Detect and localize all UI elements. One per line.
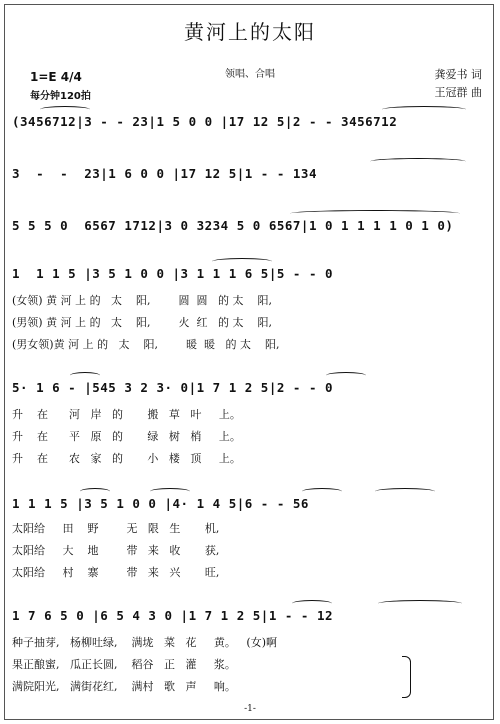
credits <box>435 66 483 102</box>
music-line-7 <box>12 608 482 630</box>
notes: 5· 1 6 - |545 3 2 3· 0|1 7 1 2 5|2 - - 0 <box>12 380 334 395</box>
slur <box>290 210 460 217</box>
slur <box>302 488 342 495</box>
tempo-marking: 每分钟120拍 <box>30 91 91 102</box>
lyricist: 龚爱书 词 <box>434 68 482 81</box>
key-signature: 1=E 4/4 <box>30 70 82 84</box>
notes: (3456712|3 - - 23|1 5 0 0 |17 12 5|2 - - 3456712 <box>12 114 398 129</box>
slur <box>292 600 332 607</box>
lyric-line: 升 在 农 家 的 小 楼 顶 上。 <box>12 452 241 465</box>
song-title: 黄河上的太阳 <box>184 20 316 44</box>
lyric-line: (女领) 黄 河 上 的 太 阳, 圆 圆 的 太 阳, <box>12 294 272 307</box>
verse-bracket <box>402 656 411 698</box>
slur <box>212 258 272 265</box>
slur <box>70 372 100 379</box>
lyric-line: 太阳给 田 野 无 限 生 机, <box>12 522 220 535</box>
slur <box>382 106 466 113</box>
lyric-line: 太阳给 村 寨 带 来 兴 旺, <box>12 566 220 579</box>
music-line-3 <box>12 218 482 240</box>
slur <box>40 106 90 113</box>
slur <box>80 488 110 495</box>
lyric-line: 果正酿蜜, 瓜正长圆, 稻谷 正 灌 浆。 <box>12 658 236 671</box>
music-line-6 <box>12 496 482 518</box>
composer: 王冠群 曲 <box>434 86 482 99</box>
music-line-2 <box>12 166 482 188</box>
lyric-line: 种子抽芽, 杨柳吐绿, 满垅 菜 花 黄。 (女)啊 <box>12 636 278 649</box>
slur <box>326 372 366 379</box>
music-line-1 <box>12 114 482 136</box>
lyric-line: 太阳给 大 地 带 来 收 获, <box>12 544 220 557</box>
slur <box>378 600 462 607</box>
slur <box>375 488 435 495</box>
notes: 5 5 5 0 6567 1712|3 0 3234 5 0 6567|1 0 1 1 1 1 0 1 0) <box>12 218 454 233</box>
lyric-line: 升 在 平 原 的 绿 树 梢 上。 <box>12 430 241 443</box>
performance-note: 领唱、合唱 <box>225 69 275 80</box>
lyric-line: 满院阳光, 满街花红, 满村 歌 声 响。 <box>12 680 236 693</box>
notes: 1 1 1 5 |3 5 1 0 0 |4· 1 4 5|6 - - 56 <box>12 496 309 511</box>
lyric-line: (男领) 黄 河 上 的 太 阳, 火 红 的 太 阳, <box>12 316 272 329</box>
notes: 1 7 6 5 0 |6 5 4 3 0 |1 7 1 2 5|1 - - 12 <box>12 608 334 623</box>
slur <box>370 158 466 165</box>
lyric-line: 升 在 河 岸 的 搬 草 叶 上。 <box>12 408 241 421</box>
notes: 3 - - 23|1 6 0 0 |17 12 5|1 - - 134 <box>12 166 317 181</box>
notes: 1 1 1 5 |3 5 1 0 0 |3 1 1 1 6 5|5 - - 0 <box>12 266 334 281</box>
music-line-4 <box>12 266 482 288</box>
lyric-line: (男女领)黄 河 上 的 太 阳, 暖 暖 的 太 阳, <box>12 338 280 351</box>
music-line-5 <box>12 380 482 402</box>
page-number: -1- <box>244 704 256 714</box>
slur <box>150 488 190 495</box>
